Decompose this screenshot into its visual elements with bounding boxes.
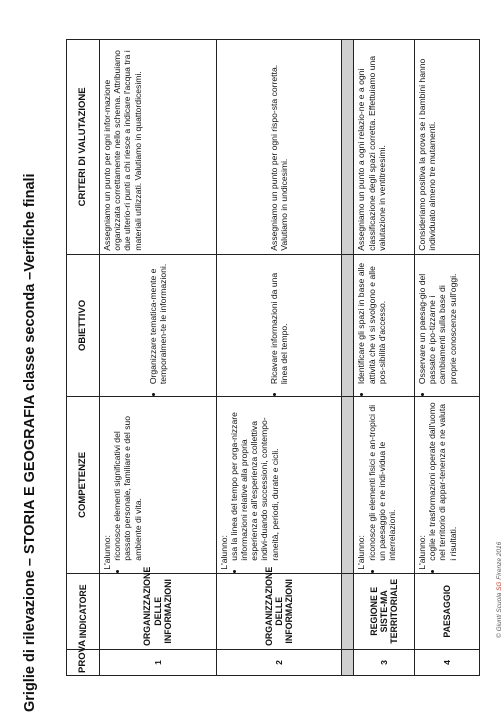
credit-suffix: Firenze 2016	[496, 541, 503, 580]
separator-cell	[342, 254, 354, 396]
header-row	[67, 40, 100, 676]
table-row	[354, 40, 415, 676]
competenze-lead: L'alunno:	[218, 535, 229, 570]
obiettivo-item: • Identificare gli spazi in base alle attività che vi si svolgono e alle pos-sibilità d'accesso.	[356, 258, 387, 384]
prova-number: 4	[414, 649, 479, 675]
table-row	[414, 40, 479, 676]
competenze-item: • riconosce elementi significativi del passato personale, familiare e del suo ambiente di vita.	[112, 400, 143, 561]
obiettivo-item: • Organizzare tematica-mente e temporalmen-te le informazioni.	[148, 258, 168, 384]
header-prova: PROVA	[67, 649, 100, 675]
page-title: Griglie di rilevazione – STORIA E GEOGRAFIA classe seconda –Verifiche finali	[22, 173, 38, 712]
table-row	[216, 40, 342, 676]
separator-cell	[342, 649, 354, 675]
criteri-cell: Consideriamo positiva la prova se i bambini hanno individuato almeno tre mutamenti.	[414, 40, 479, 255]
criteri-cell: Assegniamo un punto per ogni rispo-sta corretta. Valutiamo in undicesimi.	[216, 40, 342, 255]
competenze-lead: L'alunno:	[102, 535, 112, 570]
competenze-lead: L'alunno:	[356, 535, 367, 570]
publisher-logo: SG	[496, 581, 503, 591]
table-row	[100, 40, 217, 676]
criteri-cell: Assegniamo un punto per ogni infor-mazione organizzata correttamente nello schema. Attribuiamo due ulterio-ri punti a chi riesce a indicare l'acqua tra i materiali utilizzati. Valutiamo in quattordicesimi.	[100, 40, 217, 255]
credit-prefix: © Giunti Scuola	[496, 592, 503, 638]
competenze-cell	[216, 397, 342, 574]
prova-number: 2	[216, 649, 342, 675]
obiettivo-cell	[216, 254, 342, 396]
competenze-lead: L'alunno:	[416, 535, 427, 570]
separator-cell	[342, 397, 354, 574]
indicatore-cell: ORGANIZZAZIONE DELLE INFORMAZIONI	[100, 573, 217, 649]
obiettivo-item: • Osservare un paesag-gio del passato e ipo-tizzarne i cambiamenti sulla base di proprie conoscenze sull'oggi.	[417, 258, 458, 384]
prova-number: 1	[100, 649, 217, 675]
indicatore-cell: REGIONE E SISTE-MA TERRITORIALE	[354, 573, 415, 649]
competenze-item: • riconosce gli elementi fisici e an-tropici di un paesaggio e ne indi-vidua le interrelazioni.	[367, 400, 398, 561]
header-competenze: COMPETENZE	[67, 397, 100, 574]
header-criteri: CRITERI DI VALUTAZIONE	[67, 40, 100, 255]
competenze-cell	[414, 397, 479, 574]
separator-cell	[342, 573, 354, 649]
header-obiettivo: OBIETTIVO	[67, 254, 100, 396]
obiettivo-item: • Ricavare informazioni da una linea del tempo.	[269, 258, 289, 384]
obiettivo-cell	[354, 254, 415, 396]
competenze-item: • coglie le trasformazioni operate dall'uomo nel territorio di appar-tenenza e ne valuta i risultati.	[427, 400, 458, 561]
criteri-cell: Assegniamo un punto a ogni relazio-ne e a ogni classificazione degli spazi corretta. Effettuiamo una valutazione in ventitreesimi.	[354, 40, 415, 255]
indicatore-cell: ORGANIZZAZIONE DELLE INFORMAZIONI	[216, 573, 342, 649]
indicatore-cell: PAESAGGIO	[414, 573, 479, 649]
competenze-cell	[354, 397, 415, 574]
row-separator	[342, 40, 354, 676]
competenze-item: • usa la linea del tempo per orga-nizzare informazioni relative alla propria esperienza e all'esperienza collettiva indivi-duando successioni, contempo-raneità, periodi, durate e cicli.	[229, 400, 280, 561]
copyright-credit	[496, 542, 503, 638]
obiettivo-cell	[414, 254, 479, 396]
competenze-cell	[100, 397, 217, 574]
separator-cell	[342, 40, 354, 255]
assessment-grid	[66, 39, 480, 676]
prova-number: 3	[354, 649, 415, 675]
header-indicatore: INDICATORE	[67, 573, 100, 649]
obiettivo-cell	[100, 254, 217, 396]
